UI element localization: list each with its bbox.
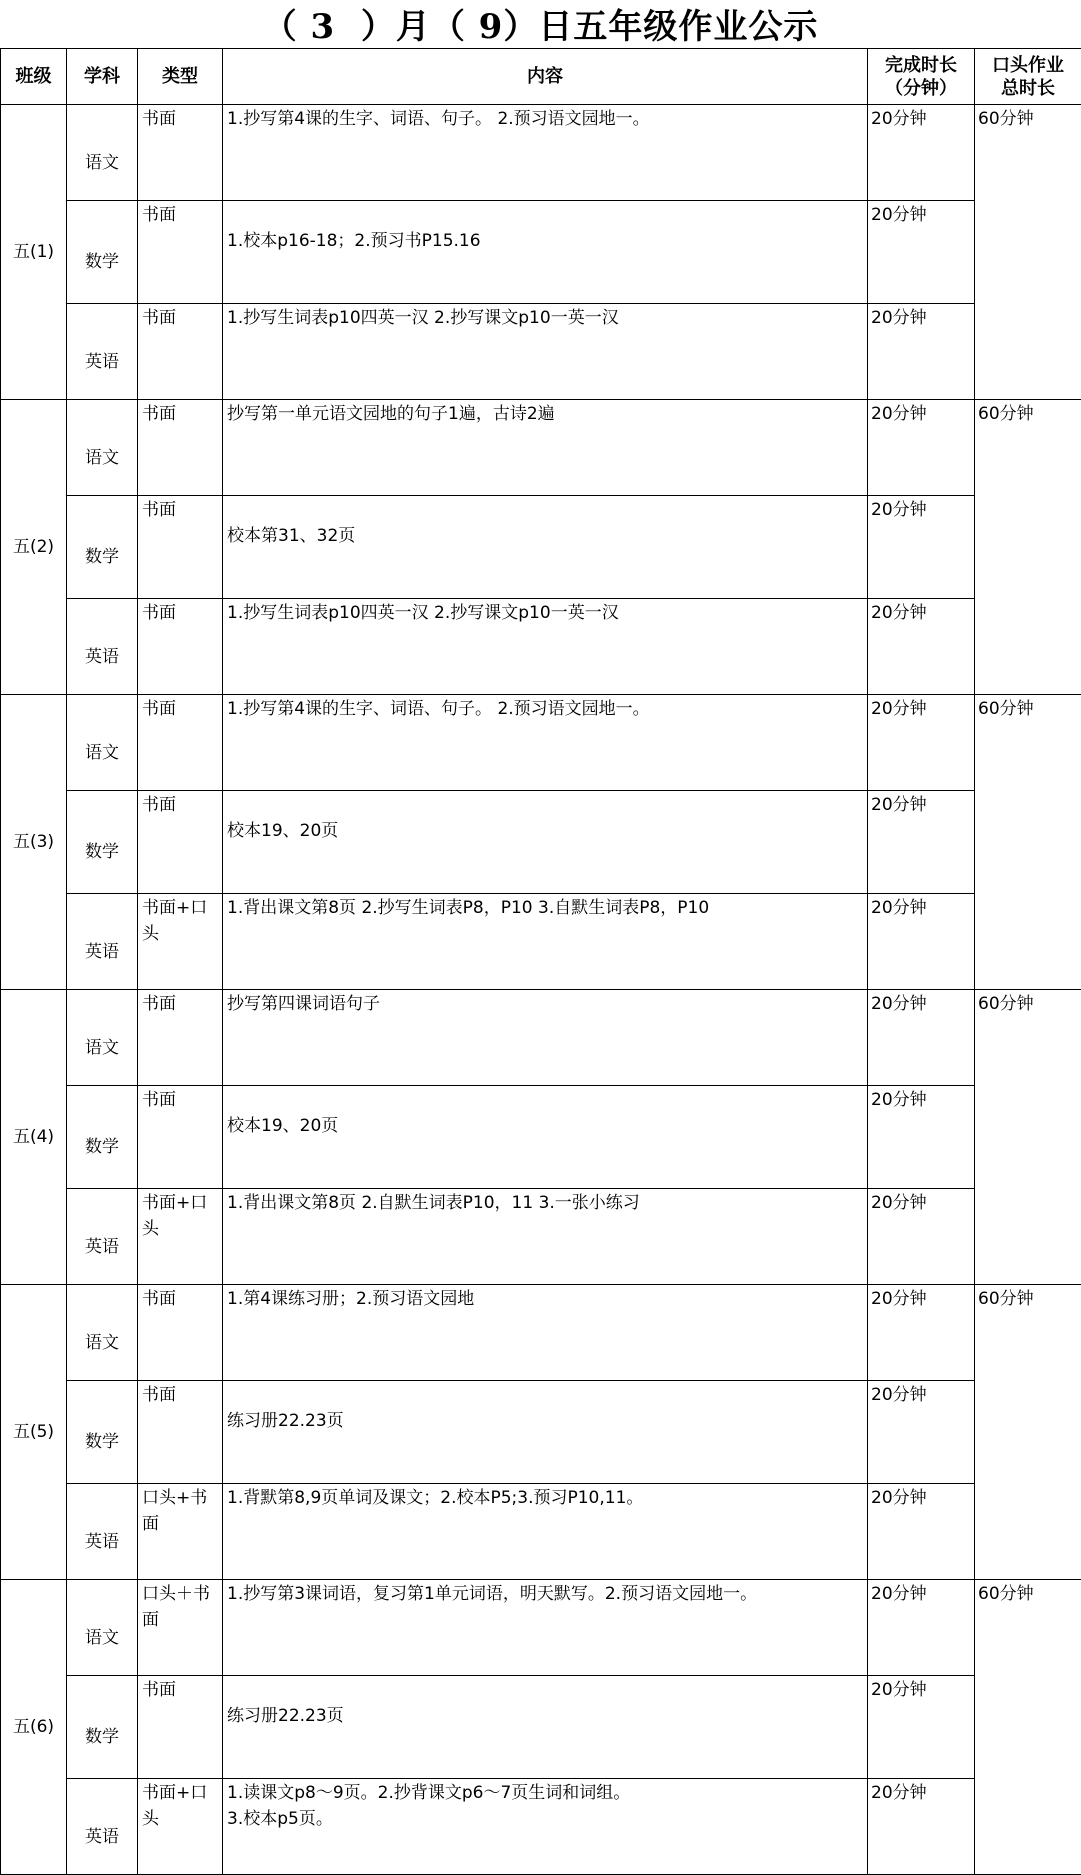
content-line: 抄写第四课词语句子 [227, 991, 867, 1017]
type-cell: 书面 [138, 791, 223, 894]
content-cell [223, 1189, 868, 1285]
table-row [1, 304, 1081, 400]
table-row [1, 400, 1081, 496]
duration-cell: 20分钟 [868, 990, 975, 1086]
type-cell: 书面 [138, 496, 223, 599]
header-oral-line2: 总时长 [975, 77, 1081, 100]
subject-cell: 语文 [67, 1580, 138, 1676]
header-duration-line1: 完成时长 [868, 54, 974, 77]
type-cell: 书面 [138, 990, 223, 1086]
subject-cell: 语文 [67, 695, 138, 791]
content-cell [223, 695, 868, 791]
content-cell [223, 400, 868, 496]
class-name-cell: 五(1) [1, 105, 67, 400]
subject-cell: 语文 [67, 990, 138, 1086]
table-row [1, 1189, 1081, 1285]
header-duration [868, 49, 975, 105]
content-line: 校本19、20页 [227, 1113, 867, 1139]
subject-cell: 语文 [67, 400, 138, 496]
type-cell: 书面 [138, 105, 223, 201]
type-cell: 书面 [138, 400, 223, 496]
content-cell [223, 599, 868, 695]
oral-total-cell: 60分钟 [975, 1285, 1081, 1580]
content-cell [223, 894, 868, 990]
table-row [1, 990, 1081, 1086]
content-line: 1.抄写第4课的生字、词语、句子。 2.预习语文园地一。 [227, 106, 867, 132]
subject-cell: 数学 [67, 791, 138, 894]
table-row [1, 1779, 1081, 1875]
content-line: 1.抄写生词表p10四英一汉 2.抄写课文p10一英一汉 [227, 305, 867, 331]
class-name-cell: 五(6) [1, 1580, 67, 1875]
oral-total-cell: 60分钟 [975, 990, 1081, 1285]
duration-cell: 20分钟 [868, 599, 975, 695]
content-cell [223, 105, 868, 201]
type-cell: 书面 [138, 695, 223, 791]
subject-cell: 英语 [67, 1484, 138, 1580]
duration-cell: 20分钟 [868, 894, 975, 990]
subject-cell: 语文 [67, 105, 138, 201]
type-cell: 书面+口头 [138, 894, 223, 990]
subject-cell: 英语 [67, 599, 138, 695]
subject-cell: 数学 [67, 1086, 138, 1189]
duration-cell: 20分钟 [868, 496, 975, 599]
type-cell: 书面 [138, 304, 223, 400]
header-subject: 学科 [67, 49, 138, 105]
content-line: 1.抄写第4课的生字、词语、句子。 2.预习语文园地一。 [227, 696, 867, 722]
content-line: 1.校本p16-18；2.预习书P15.16 [227, 228, 867, 254]
header-type: 类型 [138, 49, 223, 105]
homework-table [0, 48, 1081, 1875]
content-cell [223, 1086, 868, 1189]
content-line: 抄写第一单元语文园地的句子1遍，古诗2遍 [227, 401, 867, 427]
type-cell: 书面+口头 [138, 1189, 223, 1285]
type-cell: 书面 [138, 599, 223, 695]
content-line: 1.背默第8,9页单词及课文；2.校本P5;3.预习P10,11。 [227, 1485, 867, 1511]
content-cell [223, 1676, 868, 1779]
type-cell: 书面 [138, 1285, 223, 1381]
table-row [1, 1484, 1081, 1580]
class-name-cell: 五(4) [1, 990, 67, 1285]
content-cell [223, 791, 868, 894]
table-row [1, 1580, 1081, 1676]
table-row [1, 1086, 1081, 1189]
header-oral-line1: 口头作业 [975, 54, 1081, 77]
class-name-cell: 五(3) [1, 695, 67, 990]
table-row [1, 894, 1081, 990]
oral-total-cell: 60分钟 [975, 1580, 1081, 1875]
duration-cell: 20分钟 [868, 1086, 975, 1189]
content-cell [223, 1285, 868, 1381]
duration-cell: 20分钟 [868, 1189, 975, 1285]
subject-cell: 英语 [67, 304, 138, 400]
duration-cell: 20分钟 [868, 304, 975, 400]
content-cell [223, 1779, 868, 1875]
page-title: （ 3 ）月（ 9）日五年级作业公示 [0, 0, 1081, 48]
header-content: 内容 [223, 49, 868, 105]
duration-cell: 20分钟 [868, 1580, 975, 1676]
header-class: 班级 [1, 49, 67, 105]
class-name-cell: 五(5) [1, 1285, 67, 1580]
subject-cell: 英语 [67, 894, 138, 990]
subject-cell: 语文 [67, 1285, 138, 1381]
duration-cell: 20分钟 [868, 1676, 975, 1779]
duration-cell: 20分钟 [868, 201, 975, 304]
header-duration-line2: （分钟） [868, 77, 974, 100]
table-body [1, 105, 1081, 1875]
type-cell: 书面+口头 [138, 1779, 223, 1875]
table-row [1, 105, 1081, 201]
type-cell: 书面 [138, 201, 223, 304]
oral-total-cell: 60分钟 [975, 400, 1081, 695]
subject-cell: 数学 [67, 496, 138, 599]
table-row [1, 1381, 1081, 1484]
duration-cell: 20分钟 [868, 791, 975, 894]
table-row [1, 791, 1081, 894]
header-oral-total [975, 49, 1081, 105]
content-cell [223, 1484, 868, 1580]
content-cell [223, 496, 868, 599]
content-line: 1.抄写生词表p10四英一汉 2.抄写课文p10一英一汉 [227, 600, 867, 626]
content-line: 1.背出课文第8页 2.自默生词表P10，11 3.一张小练习 [227, 1190, 867, 1216]
content-line: 1.背出课文第8页 2.抄写生词表P8，P10 3.自默生词表P8，P10 [227, 895, 867, 921]
content-line: 练习册22.23页 [227, 1408, 867, 1434]
oral-total-cell: 60分钟 [975, 105, 1081, 400]
content-cell [223, 304, 868, 400]
content-line: 3.校本p5页。 [227, 1806, 867, 1832]
subject-cell: 数学 [67, 201, 138, 304]
content-cell [223, 201, 868, 304]
table-row [1, 496, 1081, 599]
duration-cell: 20分钟 [868, 1381, 975, 1484]
content-line: 1.读课文p8～9页。2.抄背课文p6～7页生词和词组。 [227, 1780, 867, 1806]
duration-cell: 20分钟 [868, 400, 975, 496]
content-cell [223, 1381, 868, 1484]
header-row [1, 49, 1081, 105]
subject-cell: 英语 [67, 1779, 138, 1875]
content-cell [223, 990, 868, 1086]
table-row [1, 201, 1081, 304]
type-cell: 口头+书面 [138, 1484, 223, 1580]
type-cell: 书面 [138, 1381, 223, 1484]
subject-cell: 英语 [67, 1189, 138, 1285]
subject-cell: 数学 [67, 1676, 138, 1779]
table-row [1, 1676, 1081, 1779]
class-name-cell: 五(2) [1, 400, 67, 695]
content-line: 校本19、20页 [227, 818, 867, 844]
content-cell [223, 1580, 868, 1676]
table-row [1, 1285, 1081, 1381]
duration-cell: 20分钟 [868, 1484, 975, 1580]
oral-total-cell: 60分钟 [975, 695, 1081, 990]
type-cell: 口头＋书面 [138, 1580, 223, 1676]
duration-cell: 20分钟 [868, 1779, 975, 1875]
content-line: 1.抄写第3课词语，复习第1单元词语，明天默写。2.预习语文园地一。 [227, 1581, 867, 1607]
content-line: 1.第4课练习册；2.预习语文园地 [227, 1286, 867, 1312]
subject-cell: 数学 [67, 1381, 138, 1484]
duration-cell: 20分钟 [868, 1285, 975, 1381]
content-line: 校本第31、32页 [227, 523, 867, 549]
duration-cell: 20分钟 [868, 105, 975, 201]
type-cell: 书面 [138, 1676, 223, 1779]
table-row [1, 599, 1081, 695]
content-line: 练习册22.23页 [227, 1703, 867, 1729]
table-row [1, 695, 1081, 791]
type-cell: 书面 [138, 1086, 223, 1189]
duration-cell: 20分钟 [868, 695, 975, 791]
